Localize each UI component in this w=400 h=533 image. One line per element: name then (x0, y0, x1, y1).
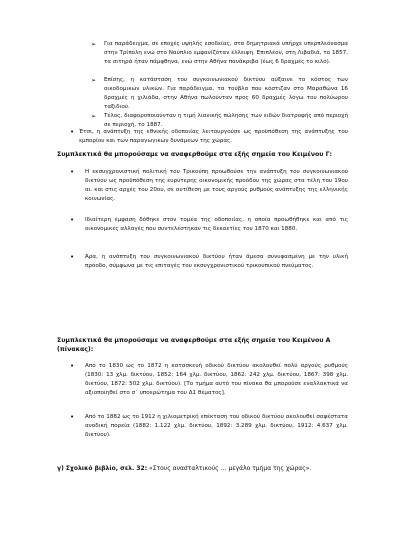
bullet-dot-icon: • (70, 253, 75, 261)
top-bullet: Έτσι, η ανάπτυξη της εθνικής οδοποιίας λειτουργούσε ως προϋπόθεση της ανάπτυξης του εμπορίου και των παραγωγικών δυνάμεων της χώρας. (79, 129, 348, 144)
arrow-bullet-icon: ➢ (91, 77, 97, 84)
textbook-reference-label: γ) Σχολικό βιβλίο, σελ. 32: (57, 465, 148, 472)
sub-item-3: Τέλος, διαφοροποιούνταν η τιμή λιανικής πώλησης των ειδών διατροφής από περιοχή σε περιοχή, το 1887. (104, 113, 348, 128)
arrow-bullet-icon: ➢ (91, 41, 97, 48)
section-a-heading-line2: (πίνακας): (57, 346, 94, 353)
section-a-heading (57, 336, 357, 354)
bullet-dot-icon: • (70, 413, 75, 421)
textbook-reference-text: «Στους ανασταλτικούς … μεγάλο τμήμα της χώρας». (147, 465, 312, 472)
bullet-dot-icon: • (70, 216, 75, 224)
section-a-bullet-1: Από το 1830 ως το 1872 η κατασκευή οδικού δικτύου ακολουθεί πολύ αργούς ρυθμούς (1830: 13 χλμ. δικτύου, 1852: 164 χλμ. δικτύου, 1862: 242 χλμ. δικτύου, 1867: 398 χλμ. δικτύου, 1872: 502 χλμ. δικτύου). [Το τμήμα αυτό του πίνακα θα μπορούσε εναλλακτικά να αξιοποιηθεί στο σ΄ υποερώτημα του Δ1 θέματος]. (85, 363, 348, 396)
bullet-dot-icon: • (70, 362, 75, 370)
sub-item-1: Για παράδειγμα, σε εποχές υψηλής εσοδείας, στα δημητριακά υπήρχε υπερπλεόνασμα στην Τρίπολη ενώ στο Ναύπλιο εμφανίζόταν έλλειψη. Επιπλέον, στη Λιβαδιά, το 1857, τα σιτηρά ήταν πάμφθηνα, ενώ στην Αθήνα πανάκριβα (έως 6 δραχμές το κιλό). (104, 41, 348, 65)
section-g-heading: Συμπλεκτικά θα μπορούσαμε να αναφερθούμε στα εξής σημεία του Κειμένου Γ: (57, 151, 333, 158)
textbook-reference (57, 464, 357, 473)
section-g-bullet-2: Ιδιαίτερη έμφαση δόθηκε στον τομέα της οδοποιίας, η οποία προωθήθηκε και από τις οικονομικές αλλαγές που συντελέστηκαν τις δεκαετίες του 1870 και 1880. (85, 217, 348, 232)
bullet-dot-icon: • (70, 128, 75, 136)
sub-item-2: Επίσης, η κατάσταση του συγκοινωνιακού δικτύου αύξαινε το κόστος των οικοδομικών υλικών. Για παράδειγμα, τα τούβλα που κόστιζαν στο Μαραθώνα 16 δραχμές η χιλιάδα, στην Αθήνα πωλούνταν προς 60 δραχμές λόγω του πολύωρου ταξιδιού. (104, 77, 348, 110)
bullet-dot-icon: • (70, 168, 75, 176)
section-g-bullet-1: Η εκσυγχρονιστική πολιτική του Τρικούπη προωθούσε την ανάπτυξη του συγκοινωνιακού δικτύου ως προϋπόθεση της ευρύτερης οικονομικής προόδου της χώρας στα τέλη του 19ου αι. και στις αρχές του 20ου, σε αντίθεση με τους αργούς ρυθμούς ανάπτυξης της ελληνικής κοινωνίας. (85, 169, 348, 202)
section-g-bullet-3: Άρα, η ανάπτυξη του συγκοινωνιακού δικτύου ήταν άμεσα συνυφασμένη με την υλική πρόοδο, σύμφωνα με τις επιταγές του εκσυγχρονιστικού τρικουπικού πνεύματος. (85, 254, 348, 269)
arrow-bullet-icon: ➢ (91, 113, 97, 120)
section-a-bullet-2: Από το 1882 ως το 1912 η χιλιομετρική επέκταση του οδικού δικτύου ακολουθεί σαφέστατα ανοδική πορεία (1882: 1.122 χλμ. δικτύου, 1892: 3.289 χλμ. δικτύου, 1912: 4.637 χλμ. δικτύου). (85, 414, 348, 438)
section-a-heading-line1: Συμπλεκτικά θα μπορούσαμε να αναφερθούμε στα εξής σημεία του Κειμένου Α (57, 337, 331, 344)
